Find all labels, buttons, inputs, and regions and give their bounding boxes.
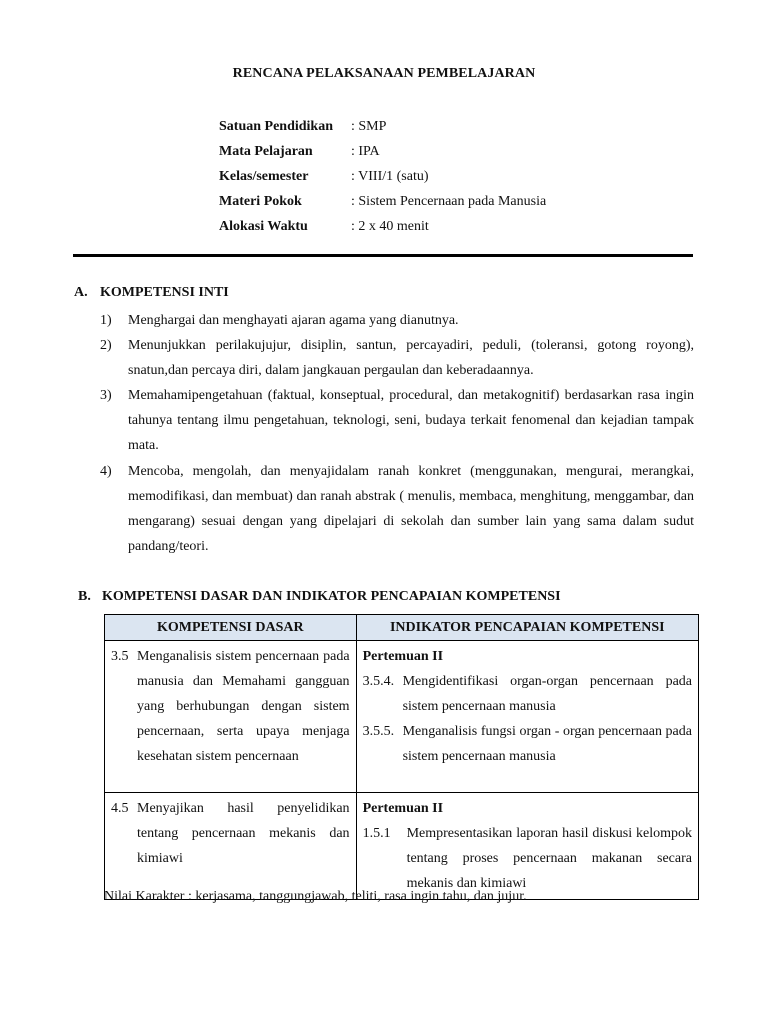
indicator-item <box>363 719 692 769</box>
ki-number: 3) <box>100 388 112 403</box>
info-label: Materi Pokok <box>219 194 302 209</box>
info-value: : 2 x 40 menit <box>351 219 429 234</box>
ki-text: Menunjukkan perilakujujur, disiplin, santun, percayadiri, peduli, (toleransi, gotong royong), snatun,dan percaya diri, dalam jangkauan pergaulan dan keberadaannya. <box>128 338 694 378</box>
competency-table <box>104 614 699 900</box>
column-header-kd: KOMPETENSI DASAR <box>105 615 357 641</box>
indicator-number: 3.5.4. <box>362 674 395 689</box>
ki-item <box>100 333 694 383</box>
indicator-number: 3.5.5. <box>362 724 395 739</box>
info-value: : Sistem Pencernaan pada Manusia <box>351 194 547 209</box>
ki-number: 2) <box>100 338 112 353</box>
ki-number: 4) <box>100 464 112 479</box>
ki-item <box>100 383 694 458</box>
character-values-note: Nilai Karakter : kerjasama, tanggungjawab, teliti, rasa ingin tahu, dan jujur. <box>104 889 527 904</box>
section-b-heading <box>78 589 561 605</box>
info-label: Kelas/semester <box>219 169 309 184</box>
indicator-cell <box>356 641 698 793</box>
ki-text: Mencoba, mengolah, dan menyajidalam ranah konkret (menggunakan, mengurai, merangkai, memodifikasi, dan membuat) dan ranah abstrak ( menulis, membaca, menghitung, menggambar, dan mengarang) sesuai dengan yang dipelajari di sekolah dan sumber lain yang sama dalam sudut pandang/teori. <box>128 464 694 554</box>
info-label: Mata Pelajaran <box>219 144 313 159</box>
info-value: : SMP <box>351 119 387 134</box>
page-title: RENCANA PELAKSANAAN PEMBELAJARAN <box>232 66 536 81</box>
indicator-cell <box>356 793 698 900</box>
kd-text: Menyajikan hasil penyelidikan tentang pencernaan mekanis dan kimiawi <box>137 801 350 866</box>
table-header-row <box>105 615 699 641</box>
section-b-title: KOMPETENSI DASAR DAN INDIKATOR PENCAPAIAN KOMPETENSI <box>102 589 561 604</box>
section-b-letter: B. <box>78 589 91 604</box>
ki-number: 1) <box>100 313 112 328</box>
divider-rule <box>73 254 693 257</box>
ki-item <box>100 308 694 333</box>
info-label: Alokasi Waktu <box>219 219 308 234</box>
table-row <box>105 641 699 793</box>
indicator-text: Mempresentasikan laporan hasil diskusi kelompok tentang proses pencernaan makanan secara mekanis dan kimiawi <box>406 826 692 891</box>
indicator-text: Menganalisis fungsi organ - organ pencernaan pada sistem pencernaan manusia <box>402 724 692 764</box>
indicator-item <box>363 669 692 719</box>
section-a-title: KOMPETENSI INTI <box>100 285 229 300</box>
pertemuan-label: Pertemuan II <box>362 649 444 664</box>
ki-item <box>100 459 694 559</box>
kd-number: 3.5 <box>111 649 129 664</box>
kd-cell <box>105 641 357 793</box>
info-label: Satuan Pendidikan <box>219 119 333 134</box>
section-a-heading <box>74 285 229 301</box>
indicator-item <box>363 821 692 896</box>
pertemuan-label: Pertemuan II <box>362 801 444 816</box>
info-value: : IPA <box>351 144 380 159</box>
indicator-text: Mengidentifikasi organ-organ pencernaan pada sistem pencernaan manusia <box>402 674 692 714</box>
kd-number: 4.5 <box>111 801 129 816</box>
column-header-indikator: INDIKATOR PENCAPAIAN KOMPETENSI <box>356 615 698 641</box>
ki-text: Menghargai dan menghayati ajaran agama yang dianutnya. <box>128 313 459 328</box>
table-row <box>105 793 699 900</box>
kd-text: Menganalisis sistem pencernaan pada manusia dan Memahami gangguan yang berhubungan dengan sistem pencernaan, serta upaya menjaga kesehatan sistem pencernaan <box>137 649 350 764</box>
indicator-number: 1.5.1 <box>362 826 391 841</box>
kd-cell <box>105 793 357 900</box>
info-value: : VIII/1 (satu) <box>351 169 429 184</box>
ki-text: Memahamipengetahuan (faktual, konseptual, procedural, dan metakognitif) berdasarkan rasa ingin tahunya tentang ilmu pengetahuan, teknologi, seni, budaya terkait fenomenal dan kejadian tampak mata. <box>128 388 694 453</box>
section-a-letter: A. <box>74 285 88 300</box>
